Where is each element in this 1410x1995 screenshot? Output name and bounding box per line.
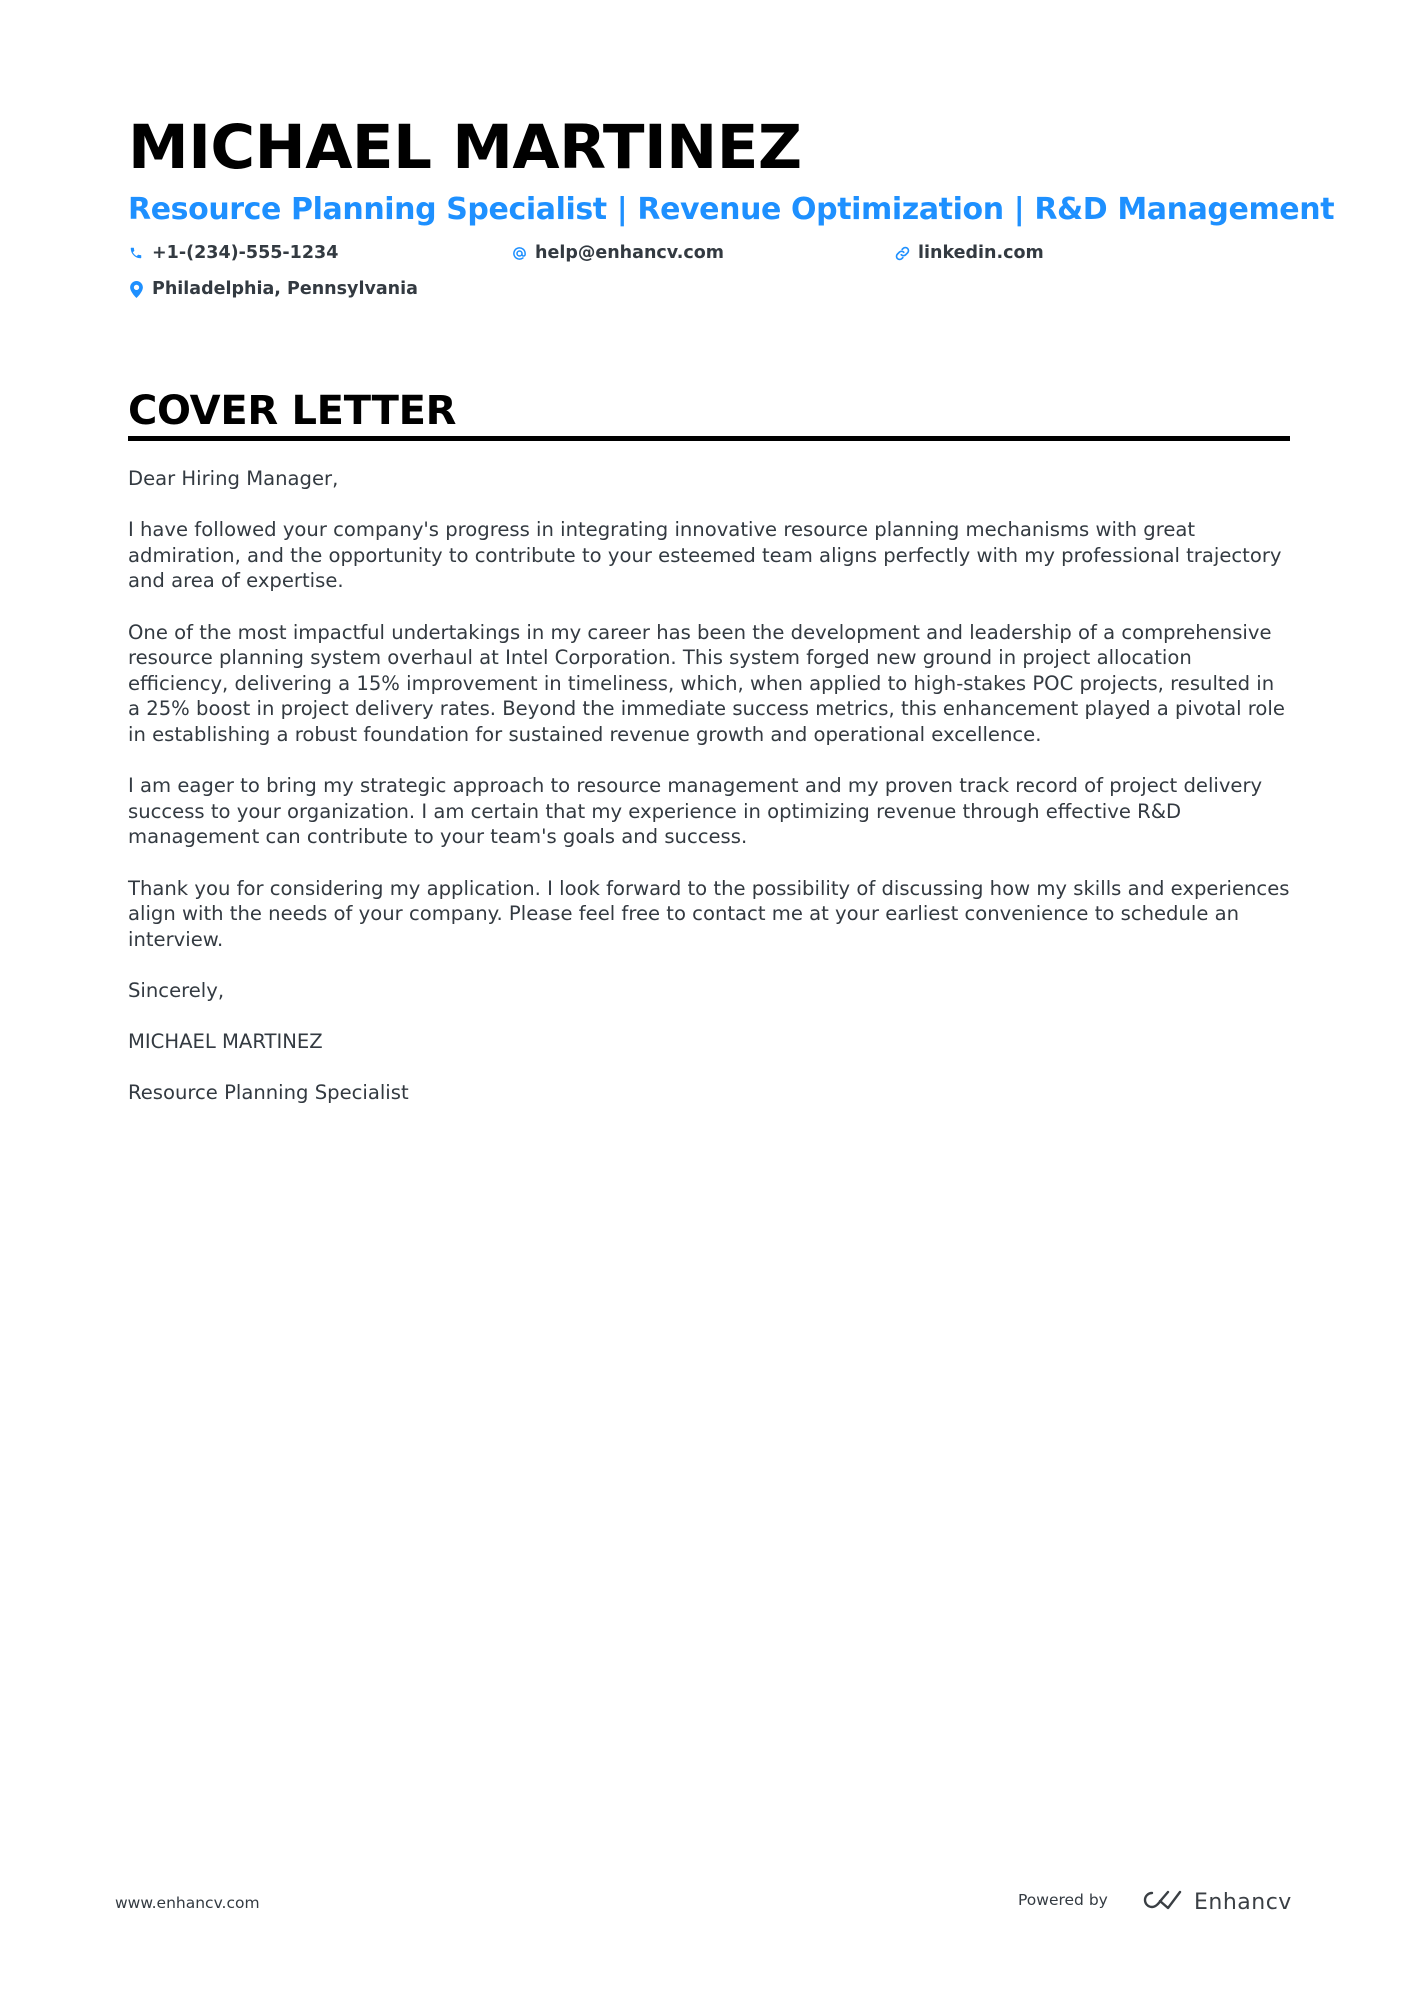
applicant-name: MICHAEL MARTINEZ	[128, 112, 802, 183]
contact-link	[894, 239, 1044, 267]
section-divider	[128, 436, 1290, 441]
phone-text: +1-(234)-555-1234	[152, 243, 339, 263]
location-text: Philadelphia, Pennsylvania	[152, 279, 418, 299]
applicant-headline: Resource Planning Specialist | Revenue Optimization | R&D Management	[128, 192, 1335, 227]
contact-email	[511, 239, 724, 267]
letter-paragraph: One of the most impactful undertakings in my career has been the development and leadership of a comprehensive resource planning system overhaul at Intel Corporation. This system forged new ground in project allocation efficiency, delivering a 15% improvement in timeliness, which, when applied to high-stakes POC projects, resulted in a 25% boost in project delivery rates. Beyond the immediate success metrics, this enhancement played a pivotal role in establishing a robust foundation for sustained revenue growth and operational excellence.	[128, 620, 1285, 746]
letter-paragraph: I have followed your company's progress in integrating innovative resource planning mechanisms with great admiration, and the opportunity to contribute to your esteemed team aligns perfectly with my professional trajectory and area of expertise.	[128, 518, 1282, 593]
contact-phone	[128, 239, 338, 267]
footer-brand-logo	[1138, 1884, 1292, 1920]
link-text: linkedin.com	[918, 243, 1044, 263]
letter-paragraph: Thank you for considering my application. I look forward to the possibility of discussing how my skills and experiences align with the needs of your company. Please feel free to contact me at your earliest convenience to schedule an interview.	[128, 876, 1290, 951]
at-sign-icon	[511, 244, 527, 262]
map-pin-icon	[128, 280, 144, 298]
letter-closing: Sincerely,	[128, 978, 225, 1002]
signature-name: MICHAEL MARTINEZ	[128, 1030, 323, 1054]
footer-powered-by: Powered by	[1018, 1891, 1108, 1909]
phone-icon	[128, 244, 144, 262]
enhancv-logo-icon	[1138, 1888, 1184, 1916]
contact-location	[128, 275, 418, 303]
section-title: COVER LETTER	[128, 388, 457, 434]
letter-body	[128, 466, 1290, 1131]
email-text: help@enhancv.com	[535, 243, 725, 263]
footer-url[interactable]: www.enhancv.com	[115, 1894, 260, 1912]
signature-title: Resource Planning Specialist	[128, 1081, 409, 1105]
letter-greeting: Dear Hiring Manager,	[128, 467, 339, 490]
letter-paragraph: I am eager to bring my strategic approach to resource management and my proven track record of project delivery success to your organization. I am certain that my experience in optimizing revenue through effective R&D management can contribute to your team's goals and success.	[128, 774, 1263, 849]
brand-name: Enhancv	[1194, 1889, 1292, 1915]
link-icon	[894, 244, 910, 262]
